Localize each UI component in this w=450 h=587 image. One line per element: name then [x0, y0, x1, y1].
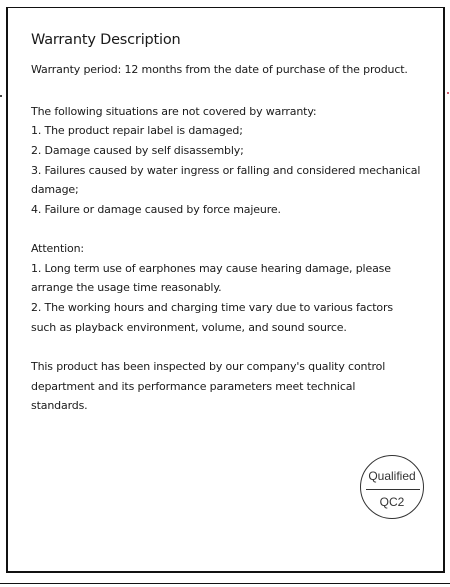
attention-line: 2. The working hours and charging time vary due to various factors [31, 301, 393, 314]
qc-stamp-qualified-text: Qualified [368, 469, 416, 483]
qc-stamp-code: QC2 [379, 495, 405, 509]
inspection-line: standards. [31, 399, 88, 412]
attention-heading: Attention: [31, 242, 84, 255]
attention-line: 1. Long term use of earphones may cause hearing damage, please [31, 262, 391, 275]
attention-line: arrange the usage time reasonably. [31, 281, 222, 294]
qc-stamp [360, 455, 424, 519]
bottom-border-line [0, 583, 450, 584]
warranty-card [6, 7, 445, 573]
edge-mark [0, 95, 2, 97]
inspection-line: department and its performance parameters meet technical [31, 380, 356, 393]
not-covered-item: 3. Failures caused by water ingress or falling and considered mechanical [31, 164, 421, 177]
qc-stamp-divider [366, 489, 420, 490]
edge-mark [447, 92, 449, 94]
not-covered-item: 1. The product repair label is damaged; [31, 124, 243, 137]
not-covered-item: 2. Damage caused by self disassembly; [31, 144, 244, 157]
attention-line: such as playback environment, volume, and sound source. [31, 321, 347, 334]
not-covered-item-continued: damage; [31, 183, 79, 196]
inspection-line: This product has been inspected by our company's quality control [31, 360, 386, 373]
warranty-period-text: Warranty period: 12 months from the date of purchase of the product. [31, 63, 408, 76]
not-covered-item: 4. Failure or damage caused by force majeure. [31, 203, 281, 216]
page-title: Warranty Description [31, 32, 181, 48]
not-covered-heading: The following situations are not covered by warranty: [31, 105, 317, 118]
